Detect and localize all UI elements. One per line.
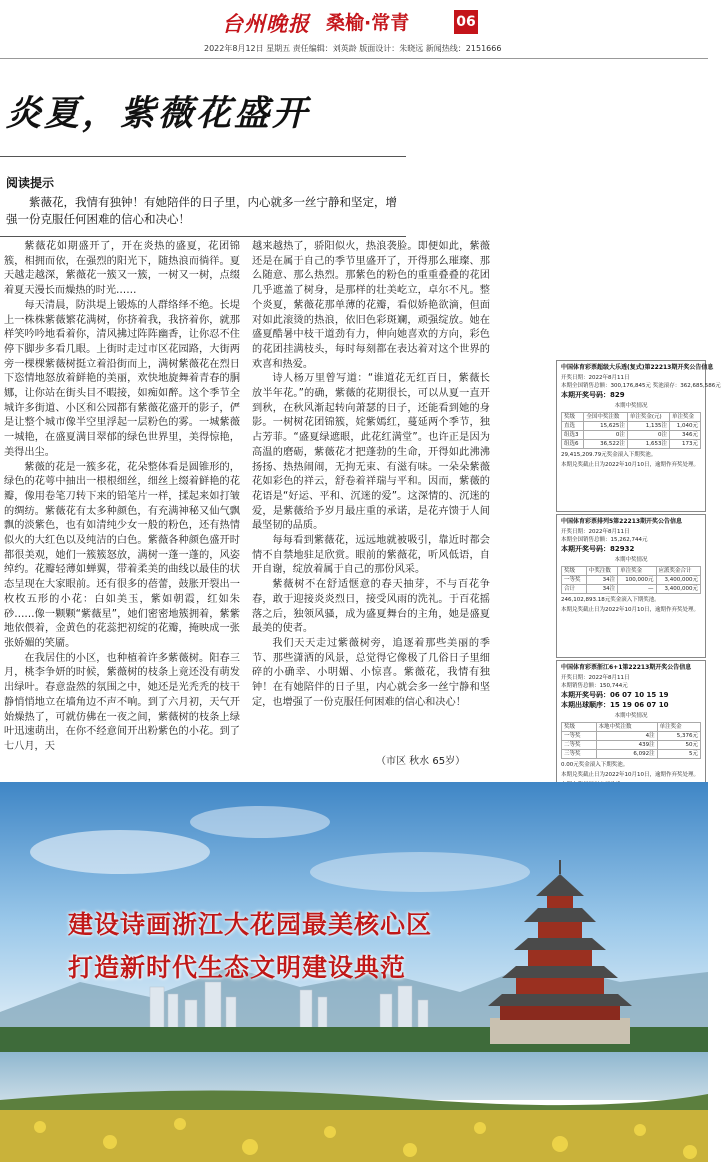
table-row [562,413,701,422]
table-row [562,440,701,449]
table-cell: 0注 [627,431,669,440]
table-header: 中奖注数 [586,567,617,576]
table-row [562,750,701,759]
paragraph: 在我居住的小区，也种植着许多紫薇树。阳春三月，桃李争妍的时候，紫薇树的枝条上竟还没有萌发出绿叶。春意盎然的氛围之中，她还是光秃秃的枝干静悄悄地立在墙角边不声不响。到了六月初，天气开始燥热了，可就仿佛在一夜之间，紫薇树的枝条上绿叶迅速萌出，在你不经意间开出粉紫色的小花。到了七八月，天 [4,652,240,752]
lottery-note: 本期兑奖截止日为2022年10月10日，逾期作弃奖处理。 [561,462,699,468]
table-header: 奖级 [562,567,587,576]
table-cell: 173元 [670,440,701,449]
lottery-note: 本期兑奖截止日为2022年10月10日，逾期作弃奖处理。 [561,607,699,613]
dateline: 2022年8月12日 星期五 责任编辑：刘英龄 版面设计：朱晓远 新闻热线：2151666 [204,44,502,53]
paragraph: 紫薇树不在舒适惬意的春天抽芽，不与百花争春，敢于迎接炎炎烈日，接受风雨的洗礼。于百花摇落之后，独领风骚，成为盛夏舞台的主角，她是盛夏最美的使者。 [252,579,490,635]
lottery-title: 中国体育彩票排列5第22213期开奖公告信息 [561,518,683,525]
table-cell: 5,376元 [657,732,700,741]
lottery-section-title: 本期中奖情况 [614,403,648,409]
banner-slogan-line1: 建设诗画浙江大花园最美核心区 [68,910,433,939]
table-cell: 34注 [586,585,617,594]
lottery-draw-order: 本期出球顺序：15 19 06 07 10 [561,701,669,709]
page-number: 06 [454,10,478,34]
lottery-table [561,566,701,594]
table-header: 奖级 [562,413,584,422]
lead-label: 阅读提示 [6,176,55,190]
table-cell: 1,653注 [627,440,669,449]
river [0,1052,708,1100]
table-cell: 二等奖 [562,741,597,750]
table-cell: 组选3 [562,431,584,440]
table-cell: 34注 [586,576,617,585]
paragraph: 紫薇的花是一簇多花，花朵整体看是圆锥形的，绿色的花萼中抽出一根根细丝，细丝上缀着鲜艳的花瓣，像用卷笔刀转下来的铅笔片一样，揉起来如打皱的绸纺。紫薇花有太多种颜色，有充满神秘又仙气飘飘的淡紫色，也有如清纯少女一般的粉色，还有热情似火的大红色以及纯洁的白色。紫薇各种颜色盛开时都很美观，她们一簇簇怒放，满树一蓬一蓬的，风姿绰约。花瓣轻薄如蝉翼，带着柔美的曲线以最佳的状态呈现在大家眼前。还有很多的蓓蕾，鼓胀开裂出一枚枚五形的小花：白如美玉，紫如朝霞，红如朱砂……像一颗颗“紫薇星”，她们密密地簇拥着，紫紫地依偎着，金黄色的花蕊把初绽的花瓣，掩映成一张张娇媚的笑靥。 [4,461,240,649]
lottery-note: 29,415,209.79元奖金滚入下期奖池。 [561,452,657,458]
table-cell: 6,092注 [596,750,657,759]
table-cell: 3,400,000元 [656,576,701,585]
paragraph: 每每看到紫薇花，远远地就被吸引，靠近时都会情不自禁地驻足欣赏。眼前的紫薇花，听风低语，自开自谢，绽放着属于自己的那份风采。 [252,535,490,576]
lottery-title: 中国体育彩票超级大乐透(复式)第22213期开奖公告信息 [561,364,714,371]
lottery-note: 本期兑奖截止日为2022年10月10日，逾期作弃奖处理。 [561,772,699,778]
table-cell: 1,135注 [627,422,669,431]
lottery-notice [556,514,706,658]
masthead [222,8,492,38]
table-row [562,431,701,440]
table-cell: 一等奖 [562,732,597,741]
table-cell: 5元 [657,750,700,759]
lottery-info: 开奖日期：2022年8月11日 [561,529,630,535]
lottery-note: 0.00元奖金滚入下期奖池。 [561,762,629,768]
table-cell: 直选 [562,422,584,431]
table-header: 单注奖金(元) [627,413,669,422]
paragraph: 越来越热了，骄阳似火，热浪袭脸。即便如此，紫薇还是在属于自己的季节里盛开了，开得那么璀璨、那么随意、那么热烈。那紫色的粉色的重重叠叠的花团几乎遮盖了树身，是那样的壮美屹立，卓尔不凡。整个炎夏，紫薇花那单薄的花瓣，看似娇艳欲滴，但面对如此滚烫的热浪，依旧色彩斑斓，顽强绽放。她在盛夏酷暑中枝干道劲有力，伸向她喜欢的方向，彩色的花团挂满枝头，每时每刻都在表达着对这个世界的欢喜和热爱。 [252,241,490,370]
cloud [190,806,330,838]
table-header: 单注奖金 [670,413,701,422]
table-cell: 组选6 [562,440,584,449]
lottery-numbers: 本期开奖号码：82932 [561,545,635,553]
lead-text: 紫薇花，我情有独钟！有她陪伴的日子里，内心就多一丝宁静和坚定，增强一份克服任何困难的信心和决心！ [6,195,397,226]
newspaper-title: 台州晚报 [222,11,310,36]
divider [0,236,406,237]
table-cell: 合计 [562,585,587,594]
lottery-numbers: 本期开奖号码：06 07 10 15 19 [561,691,669,699]
lottery-info: 开奖日期：2022年8月11日 [561,675,630,681]
byline: （市区 秋水 65岁） [376,756,466,767]
lottery-note: 246,102,893.18元奖金滚入下期奖池。 [561,597,660,603]
table-row [562,567,701,576]
divider [0,58,708,59]
section-title: 桑榆·常青 [326,12,410,34]
table-header: 单注奖金 [618,567,656,576]
lottery-section-title: 本期中奖情况 [614,713,648,719]
table-cell: 0注 [584,431,628,440]
lottery-table [561,722,701,759]
lottery-notice [556,360,721,512]
table-cell: 1,040元 [670,422,701,431]
table-row [562,741,701,750]
banner-slogan-line2: 打造新时代生态文明建设典范 [68,953,407,982]
table-header: 奖级 [562,723,597,732]
table-row [562,723,701,732]
table-cell: 4注 [596,732,657,741]
lottery-info: 本期全国销售总额：15,262,744元 [561,537,648,543]
table-cell: 15,625注 [584,422,628,431]
lottery-numbers: 本期开奖号码：829 [561,391,625,399]
cloud [310,852,530,892]
table-cell: 439注 [596,741,657,750]
flower-field [0,1110,708,1162]
lottery-title: 中国体育彩票浙江6+1第22213期开奖公告信息 [561,664,692,671]
lottery-table [561,412,701,449]
article-headline: 炎夏，紫薇花盛开 [6,93,311,134]
table-row [562,585,701,594]
cloud [30,830,210,874]
table-cell: 一等奖 [562,576,587,585]
divider [0,156,406,157]
lottery-section-title: 本期中奖情况 [614,557,648,563]
table-cell: — [618,585,656,594]
paragraph: 每天清晨，防洪堤上锻炼的人群络绎不绝。长堤上一株株紫薇繁花满树，你挤着我，我挤着你，就那样笑吟吟地看着你，清风拂过阵阵幽香，让你忍不住停下脚步多看几眼。上街时走过市区花园路，大街两旁一棵棵紫薇树挺立着沿街而上，满树紫薇花在烈日下恣情地怒放着鲜艳的美丽，欢快地旋舞着青春的胴娜，让你站在街头目不暇接，如痴如醉。这个季节全城许多街道、小区和公园都有紫薇花盛开的影子，俨是让整个城市像半空里浮起一层粉色的雾。一城紫薇一城艳，在盛夏满目翠郁的绿色世界里，美得惊艳，美得出尘。 [4,299,240,458]
article-column-1 [4,240,240,755]
paragraph: 诗人杨万里曾写道：“谁道花无红百日，紫薇长放半年花。”的确，紫薇的花期很长，可以从夏一直开到秋，在秋风渐起转向萧瑟的日子，还能看到她的身影。一树树花团锦簇，姹紫嫣红，蔓延两个季节，独占芳菲。“盛夏绿遮眼，此花红满堂”。也许正是因为高温的磨砺，紫薇花才把蓬勃的生命，开得如此沸沸扬扬、热热闹闹，无拘无束、有滋有味。一朵朵紫薇花如彩色的祥云，舒卷着祥瑞与平和。因而，紫薇的花语是“好运、平和、沉迷的爱”。这深情的、沉迷的爱，是紫薇给予岁月最庄重的承诺，是花卉馈于人间最坚韧的品质。 [252,373,490,532]
lottery-info: 本期全国销售总额：300,176,845元 奖池滚存：362,685,586元 [561,383,721,389]
table-header: 应派奖金合计 [656,567,701,576]
table-row [562,732,701,741]
paragraph: 紫薇花如期盛开了，开在炎热的盛夏，花团锦簇，相拥而依，在强烈的阳光下，随热浪而徜徉。夏天越走越深，紫薇花一簇又一簇，一树又一树，点缀着夏天漫长而燥热的时光…… [4,241,240,297]
article-column-2 [252,240,490,711]
table-cell: 36,522注 [584,440,628,449]
table-cell: 100,000元 [618,576,656,585]
table-cell: 50元 [657,741,700,750]
table-header: 单注奖金 [657,723,700,732]
table-row [562,576,701,585]
table-row [562,422,701,431]
table-cell: 3,400,000元 [656,585,701,594]
table-header: 本地中奖注数 [596,723,657,732]
table-header: 全国中奖注数 [584,413,628,422]
table-cell: 346元 [670,431,701,440]
paragraph: 我们天天走过紫薇树旁，追逐着那些美丽的季节、那些潇洒的风景，总觉得它像极了几俗日子里细碎的小确幸、小明媚、小惊喜。紫薇花，我情有独钟！在有她陪伴的日子里，内心就会多一丝宁静和坚定，也增强了一份克服任何困难的信心和决心！ [252,637,490,708]
lottery-info: 开奖日期：2022年8月11日 [561,375,630,381]
lottery-info: 本期销售总额：150,744元 [561,683,628,689]
table-cell: 三等奖 [562,750,597,759]
